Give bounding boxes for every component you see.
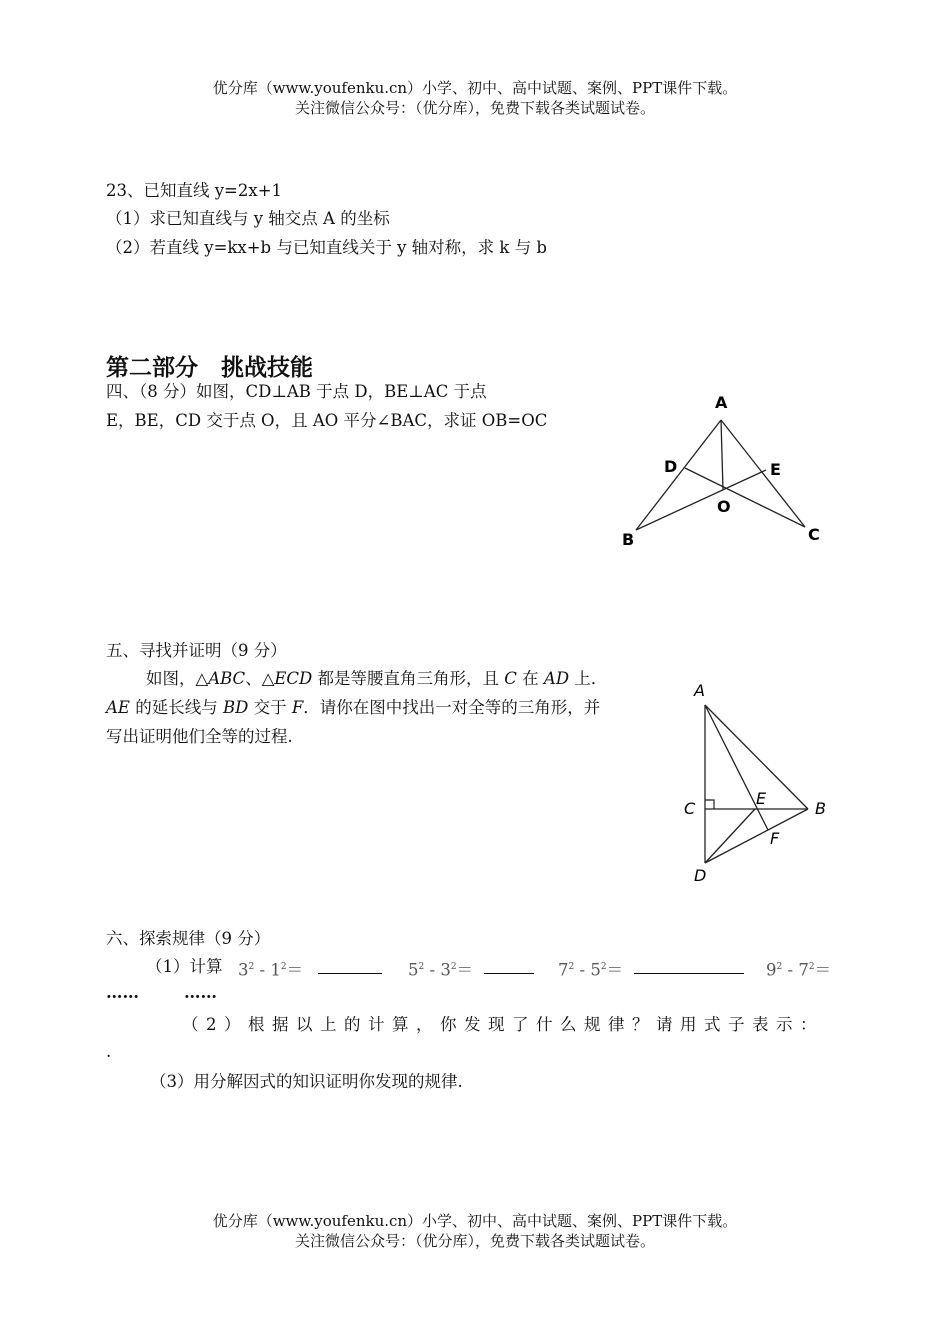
- q23-part1: （1）求已知直线与 y 轴交点 A 的坐标: [106, 209, 390, 228]
- q4-line2: E，BE，CD 交于点 O，且 AO 平分∠BAC，求证 OB=OC: [106, 411, 548, 430]
- q4-segment-ao: [721, 420, 723, 490]
- q6-expr-3: $7^2 - 5^2=$: [558, 960, 624, 980]
- q6-answer-blank-3[interactable]: [634, 955, 744, 974]
- q5-triangle-figure: [675, 675, 845, 890]
- section2-heading: 第二部分 挑战技能: [106, 354, 313, 381]
- q4-label-o: O: [717, 497, 731, 516]
- q4-triangle-figure: [600, 385, 840, 555]
- q4-segment-be: [636, 470, 766, 530]
- q6-dots-2: ……: [184, 983, 217, 1002]
- page-header-line1: 优分库（www.youfenku.cn）小学、初中、高中试题、案例、PPT课件下载。: [212, 79, 738, 97]
- q4-line1: 四、（8 分）如图，CD⊥AB 于点 D，BE⊥AC 于点: [106, 382, 487, 401]
- q6-answer-blank-2[interactable]: [484, 955, 534, 974]
- q6-part3: （3）用分解因式的知识证明你发现的规律.: [150, 1072, 463, 1091]
- q6-expr-4: $9^2 - 7^2=$: [766, 960, 832, 980]
- q6-expr-2: $5^2 - 3^2=$: [408, 960, 474, 980]
- q4-label-b: B: [622, 530, 635, 549]
- q5-line1: 如图，△ABC、△ECD 都是等腰直角三角形，且 C 在 AD 上．: [146, 669, 608, 688]
- page-footer-line1: 优分库（www.youfenku.cn）小学、初中、高中试题、案例、PPT课件下载。: [212, 1212, 738, 1230]
- q5-right-angle-mark: [705, 800, 714, 809]
- q5-label-a: A: [694, 681, 705, 700]
- q5-label-d: D: [694, 866, 707, 885]
- q6-calc-prefix: （1）计算: [146, 957, 223, 976]
- q5-side-ed: [705, 809, 755, 863]
- q4-label-d: D: [664, 457, 678, 476]
- q6-answer-blank-1[interactable]: [318, 955, 382, 974]
- q5-side-db: [705, 809, 808, 863]
- q5-label-c: C: [684, 799, 696, 818]
- q6-dots-1: ……: [106, 983, 139, 1002]
- q6-part2-end: .: [106, 1042, 112, 1061]
- q6-expr-1: $3^2 - 1^2=$: [238, 960, 304, 980]
- page-footer-line2: 关注微信公众号：（优分库），免费下载各类试题试卷。: [294, 1232, 655, 1250]
- q5-label-e: E: [756, 789, 767, 808]
- q4-side-ac: [721, 420, 805, 527]
- q6-title: 六、探索规律（9 分）: [106, 929, 271, 948]
- q4-segment-cd: [685, 468, 805, 527]
- q4-label-a: A: [715, 393, 728, 412]
- q5-line3: 写出证明他们全等的过程.: [106, 727, 293, 746]
- q4-side-ab: [636, 420, 721, 530]
- q23-part2: （2）若直线 y=kx+b 与已知直线关于 y 轴对称，求 k 与 b: [106, 238, 547, 257]
- q5-label-f: F: [770, 829, 780, 848]
- q4-label-e: E: [770, 460, 781, 479]
- q5-line2: AE 的延长线与 BD 交于 F．请你在图中找出一对全等的三角形，并: [106, 698, 601, 717]
- q5-segment-af: [705, 705, 768, 830]
- page-header-line2: 关注微信公众号：（优分库），免费下载各类试题试卷。: [294, 99, 655, 117]
- q6-part2: （2）根据以上的计算，你发现了什么规律？请用式子表示：: [182, 1015, 824, 1034]
- q5-title: 五、寻找并证明（9 分）: [106, 641, 287, 660]
- q4-label-c: C: [808, 525, 820, 544]
- q5-label-b: B: [815, 799, 826, 818]
- q23-title: 23、已知直线 y=2x+1: [106, 181, 283, 200]
